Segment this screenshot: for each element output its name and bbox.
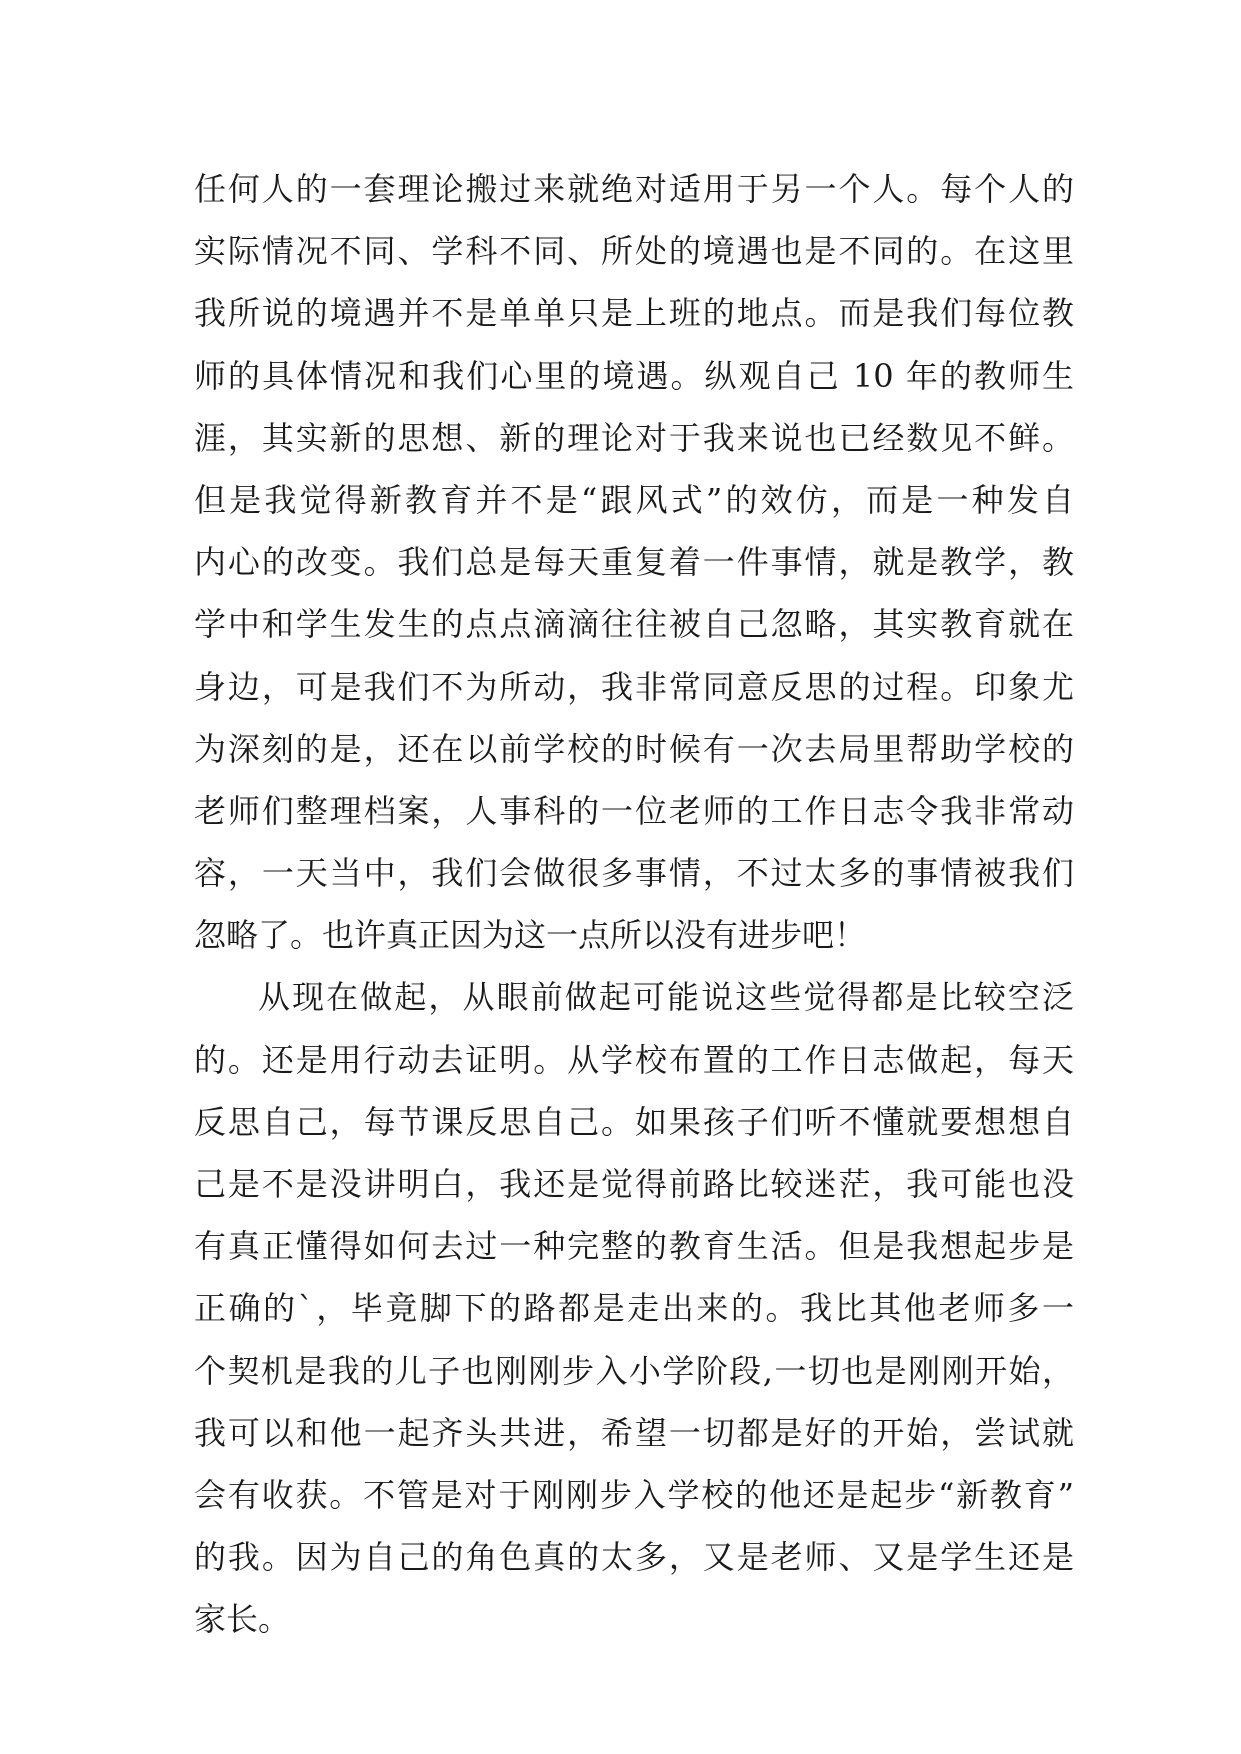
document-body xyxy=(194,158,1074,1651)
text-line: 家长。 xyxy=(194,1600,291,1639)
text-line: 反思自己，每节课反思自己。如果孩子们听不懂就要想想自 xyxy=(194,1102,1074,1141)
text-line: 我可以和他一起齐头共进，希望一切都是好的开始，尝试就 xyxy=(194,1413,1074,1452)
text-line: 老师们整理档案，人事科的一位老师的工作日志令我非常动 xyxy=(194,791,1074,830)
text-line: 会有收获。不管是对于刚刚步入学校的他还是起步“新教育” xyxy=(194,1475,1074,1514)
text-line: 学中和学生发生的点点滴滴往往被自己忽略，其实教育就在 xyxy=(194,605,1074,644)
text-line: 任何人的一套理论搬过来就绝对适用于另一个人。每个人的 xyxy=(194,170,1074,208)
text-line: 涯，其实新的思想、新的理论对于我来说也已经数见不鲜。 xyxy=(194,418,1074,457)
text-line: 从现在做起，从眼前做起可能说这些觉得都是比较空泛 xyxy=(258,978,1074,1017)
text-line: 但是我觉得新教育并不是“跟风式”的效仿，而是一种发自 xyxy=(194,480,1074,519)
text-line: 身边，可是我们不为所动，我非常同意反思的过程。印象尤 xyxy=(194,667,1074,706)
text-line: 容，一天当中，我们会做很多事情，不过太多的事情被我们 xyxy=(194,854,1074,893)
text-line: 忽略了。也许真正因为这一点所以没有进步吧！ xyxy=(194,916,867,955)
paragraph-1 xyxy=(194,158,1074,966)
text-line: 正确的`，毕竟脚下的路都是走出来的。我比其他老师多一 xyxy=(194,1289,1074,1328)
text-line: 师的具体情况和我们心里的境遇。纵观自己 10 年的教师生 xyxy=(194,356,1074,395)
text-line: 实际情况不同、学科不同、所处的境遇也是不同的。在这里 xyxy=(194,232,1074,271)
text-line: 内心的改变。我们总是每天重复着一件事情，就是教学，教 xyxy=(194,543,1074,582)
text-line: 有真正懂得如何去过一种完整的教育生活。但是我想起步是 xyxy=(194,1227,1074,1266)
paragraph-2 xyxy=(194,966,1074,1650)
text-line: 为深刻的是，还在以前学校的时候有一次去局里帮助学校的 xyxy=(194,729,1074,768)
text-line: 个契机是我的儿子也刚刚步入小学阶段,一切也是刚刚开始， xyxy=(194,1351,1074,1390)
text-line: 的我。因为自己的角色真的太多，又是老师、又是学生还是 xyxy=(194,1538,1074,1577)
text-line: 我所说的境遇并不是单单只是上班的地点。而是我们每位教 xyxy=(194,294,1074,333)
text-line: 己是不是没讲明白，我还是觉得前路比较迷茫，我可能也没 xyxy=(194,1165,1074,1203)
text-line: 的。还是用行动去证明。从学校布置的工作日志做起，每天 xyxy=(194,1040,1074,1079)
